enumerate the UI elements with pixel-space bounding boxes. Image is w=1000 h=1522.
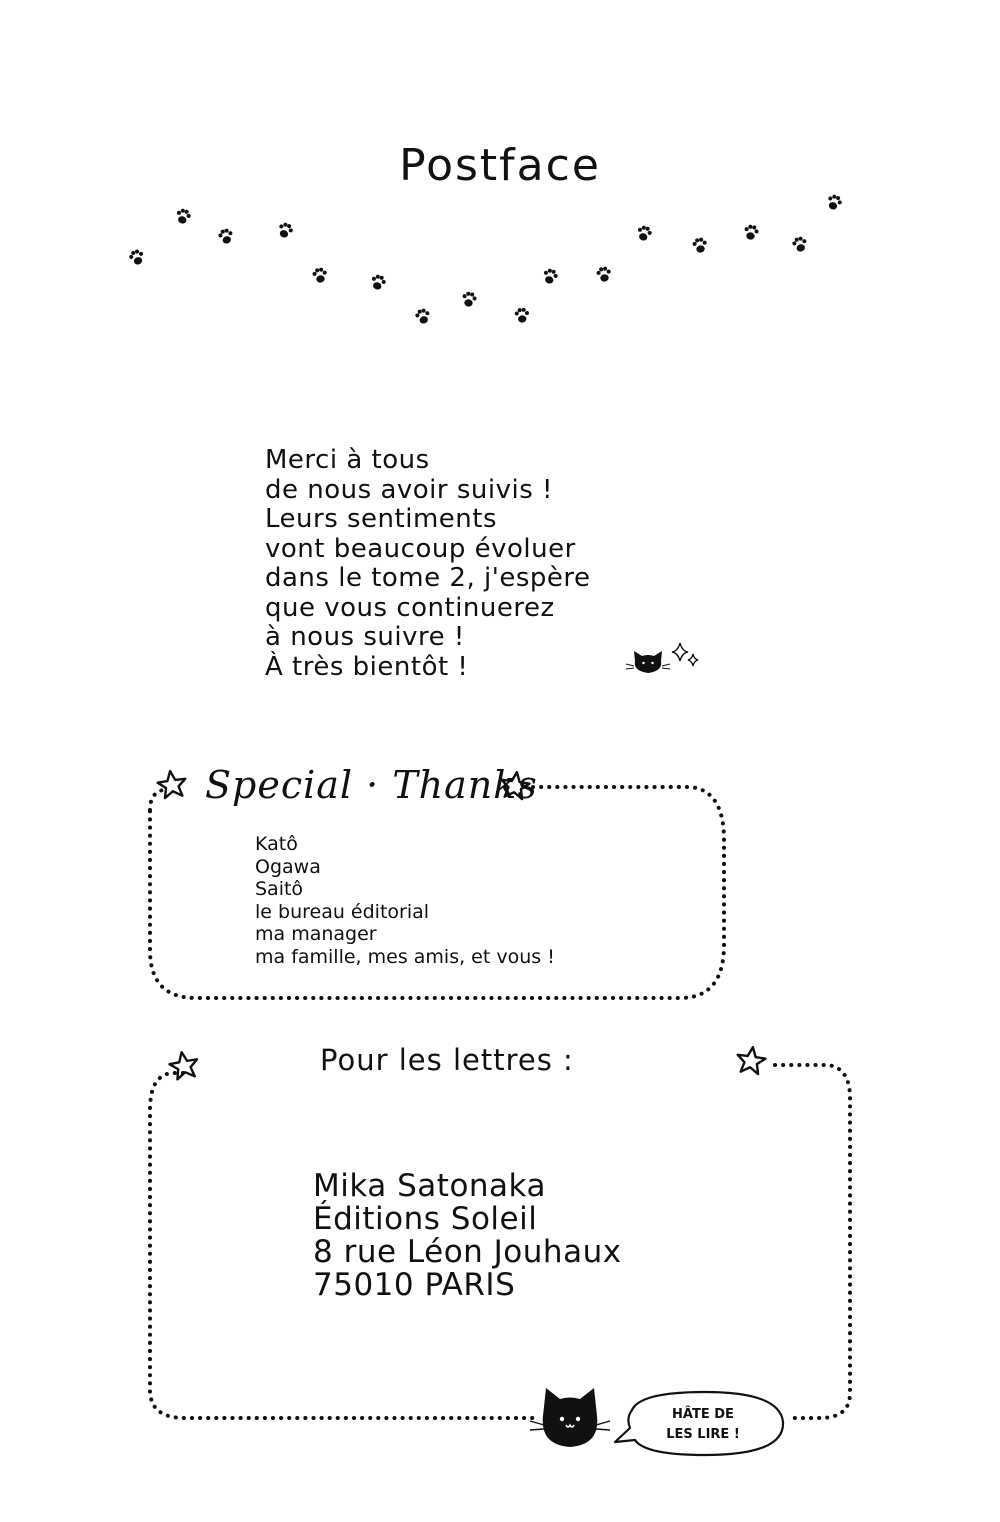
message-line: dans le tome 2, j'espère [265,563,591,593]
list-item: ma manager [255,923,377,945]
address-line: Mika Satonaka [313,1168,546,1204]
list-item: le bureau éditorial [255,900,430,923]
thanks-title: Special · Thanks [205,763,538,807]
black-cat-icon [626,651,670,673]
message-line: que vous continuerez [265,592,555,623]
star-icon [156,769,187,799]
black-cat-icon [530,1388,610,1447]
postal-address [313,1170,622,1302]
star-icon [168,1050,200,1080]
bubble-line: LES LIRE ! [666,1427,740,1442]
address-line: 75010 PARIS [313,1267,516,1303]
speech-bubble-text [628,1405,778,1445]
message-line: vont beaucoup évoluer [265,533,576,564]
address-line: Éditions Soleil [313,1201,538,1237]
message-line: à nous suivre ! [265,622,465,652]
list-item: Saitô [255,878,304,900]
message-line: À très bientôt ! [265,651,469,682]
message-line: de nous avoir suivis ! [265,474,553,505]
thanks-list [255,833,555,968]
bubble-line: HÂTE DE [672,1407,734,1422]
list-item: ma famille, mes amis, et vous ! [255,945,555,968]
star-icon [735,1045,766,1075]
sparkle-icon [672,643,698,666]
message-line: Leurs sentiments [265,504,497,534]
letters-title: Pour les lettres : [320,1043,574,1077]
list-item: Katô [255,833,298,855]
message-line: Merci à tous [265,445,430,475]
page-title: Postface [399,140,601,191]
list-item: Ogawa [255,855,321,878]
address-line: 8 rue Léon Jouhaux [313,1234,622,1270]
